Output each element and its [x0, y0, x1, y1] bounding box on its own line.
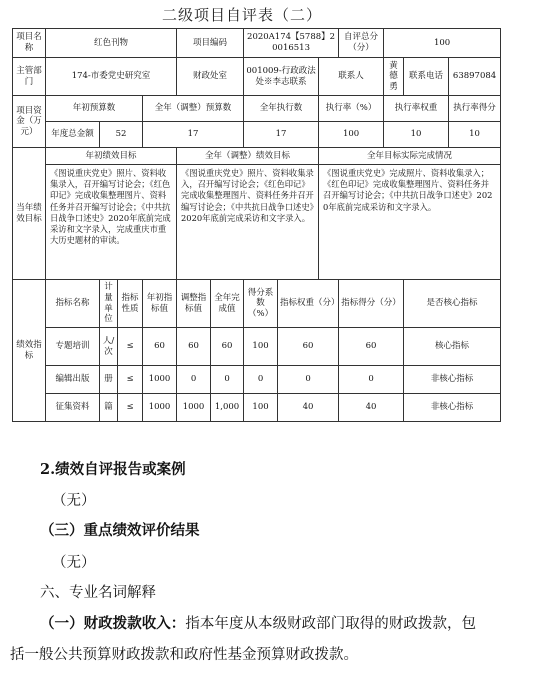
funds-initial-value: 52 — [100, 122, 143, 148]
contact-value: 黄德勇 — [384, 58, 404, 96]
indicator-name: 编辑出版 — [46, 366, 100, 394]
indicator-name-header: 指标名称 — [46, 280, 100, 328]
indicator-core: 非核心指标 — [404, 366, 501, 394]
indicator-weight: 0 — [278, 366, 339, 394]
finance-office-value: 001009-行政政法处※李志联系 — [244, 58, 319, 96]
goals-adjusted-header: 全年（调整）绩效目标 — [177, 148, 319, 165]
contact-label: 联系人 — [319, 58, 384, 96]
funds-weight-header: 执行率权重 — [384, 96, 449, 122]
indicator-name: 征集资料 — [46, 394, 100, 422]
key-results-none-text: （无） — [52, 555, 96, 571]
funds-exec-header: 全年执行数 — [244, 96, 319, 122]
funds-label: 项目资金（万元） — [13, 96, 46, 148]
indicator-adjusted: 0 — [177, 366, 211, 394]
report-none-text: （无） — [52, 493, 96, 509]
report-heading: 2.绩效自评报告或案例 — [40, 461, 186, 478]
indicator-score: 0 — [339, 366, 404, 394]
funds-header-row — [13, 96, 501, 122]
indicator-unit: 人/次 — [100, 328, 118, 366]
finance-office-label: 财政处室 — [177, 58, 244, 96]
project-name-value: 红色刊物 — [46, 29, 177, 58]
department-value: 174-市委党史研究室 — [46, 58, 177, 96]
indicator-name: 专题培训 — [46, 328, 100, 366]
indicator-initial: 1000 — [143, 366, 177, 394]
funds-score-value: 10 — [449, 122, 501, 148]
terms-heading: 六、专业名词解释 — [40, 585, 156, 601]
page-title: 二级项目自评表（二） — [161, 6, 322, 24]
funds-initial-header: 年初预算数 — [46, 96, 143, 122]
indicator-done: 60 — [211, 328, 244, 366]
goals-label: 当年绩效目标 — [13, 148, 46, 280]
indicator-unit: 篇 — [100, 394, 118, 422]
funds-adjusted-header: 全年（调整）预算数 — [143, 96, 244, 122]
table-row — [13, 366, 501, 394]
indicator-weight-header: 指标权重（分） — [278, 280, 339, 328]
indicator-done: 1,000 — [211, 394, 244, 422]
indicator-nature: ≤ — [118, 328, 143, 366]
project-name-row — [13, 29, 501, 58]
indicators-label: 绩效指标 — [13, 280, 46, 422]
phone-label: 联系电话 — [404, 58, 449, 96]
funds-rate-header: 执行率（%） — [319, 96, 384, 122]
term-label: （一）财政拨款收入： — [40, 615, 186, 632]
project-name-label: 项目名称 — [13, 29, 46, 58]
indicator-unit: 册 — [100, 366, 118, 394]
self-score-value: 100 — [384, 29, 501, 58]
funds-exec-value: 17 — [244, 122, 319, 148]
self-evaluation-table — [12, 28, 501, 422]
phone-value: 63897084 — [449, 58, 501, 96]
indicator-adjusted: 1000 — [177, 394, 211, 422]
indicator-initial-header: 年初指标值 — [143, 280, 177, 328]
indicator-done: 0 — [211, 366, 244, 394]
goals-content-row — [13, 165, 501, 280]
goals-initial-header: 年初绩效目标 — [46, 148, 177, 165]
indicator-core: 非核心指标 — [404, 394, 501, 422]
goals-header-row — [13, 148, 501, 165]
indicator-weight: 60 — [278, 328, 339, 366]
indicator-nature: ≤ — [118, 366, 143, 394]
funds-total-label: 年度总金额 — [46, 122, 100, 148]
department-label: 主管部门 — [13, 58, 46, 96]
indicator-initial: 1000 — [143, 394, 177, 422]
goals-actual-header: 全年目标实际完成情况 — [319, 148, 501, 165]
indicator-core: 核心指标 — [404, 328, 501, 366]
department-row — [13, 58, 501, 96]
funds-values-row — [13, 122, 501, 148]
indicator-weight: 40 — [278, 394, 339, 422]
self-score-label: 自评总分（分） — [339, 29, 384, 58]
indicator-adjusted-header: 调整指标值 — [177, 280, 211, 328]
indicator-score: 40 — [339, 394, 404, 422]
indicator-score: 60 — [339, 328, 404, 366]
funds-weight-value: 10 — [384, 122, 449, 148]
indicator-nature: ≤ — [118, 394, 143, 422]
table-row — [13, 394, 501, 422]
indicator-coef: 0 — [244, 366, 278, 394]
key-results-heading: （三）重点绩效评价结果 — [40, 522, 200, 539]
table-row — [13, 328, 501, 366]
funds-adjusted-value: 17 — [143, 122, 244, 148]
project-code-label: 项目编码 — [177, 29, 244, 58]
goals-initial-text: 《图说重庆党史》照片、资料收集录入，召开编写讨论会；《红色印记》完成收集整理图片、资料任务并召开编写讨论会；《中共抗日战争口述史》2020年底前完成采访和文字录入，完成重庆市重大历史题材的审读。 — [46, 165, 177, 280]
project-code-value: 2020A174【5788】20016513 — [244, 29, 339, 58]
indicator-initial: 60 — [143, 328, 177, 366]
indicator-unit-header: 计量单位 — [100, 280, 118, 328]
funds-rate-value: 100 — [319, 122, 384, 148]
goals-actual-text: 《图说重庆党史》完成照片、资料收集录入；《红色印记》完成收集整理图片、资料任务并召开编写讨论会；《中共抗日战争口述史》2020年底前完成采访和文字录入。 — [319, 165, 501, 280]
indicator-header-row — [13, 280, 501, 328]
indicator-coef: 100 — [244, 394, 278, 422]
indicator-coef-header: 得分系数（%） — [244, 280, 278, 328]
goals-adjusted-text: 《图说重庆党史》照片、资料收集录入，召开编写讨论会；《红色印记》完成收集整理图片、资料任务并召开编写讨论会；《中共抗日战争口述史》2020年底前完成采访和文字录入。 — [177, 165, 319, 280]
indicator-nature-header: 指标性质 — [118, 280, 143, 328]
indicator-coef: 100 — [244, 328, 278, 366]
indicator-adjusted: 60 — [177, 328, 211, 366]
term-paragraph — [10, 608, 476, 671]
term-body: 指本年度从本级财政部门取得的财政拨款，包括一般公共预算财政拨款和政府性基金预算财政拨款。 — [10, 616, 477, 663]
indicator-core-header: 是否核心指标 — [404, 280, 501, 328]
funds-score-header: 执行率得分 — [449, 96, 501, 122]
indicator-score-header: 指标得分（分） — [339, 280, 404, 328]
indicator-done-header: 全年完成值 — [211, 280, 244, 328]
